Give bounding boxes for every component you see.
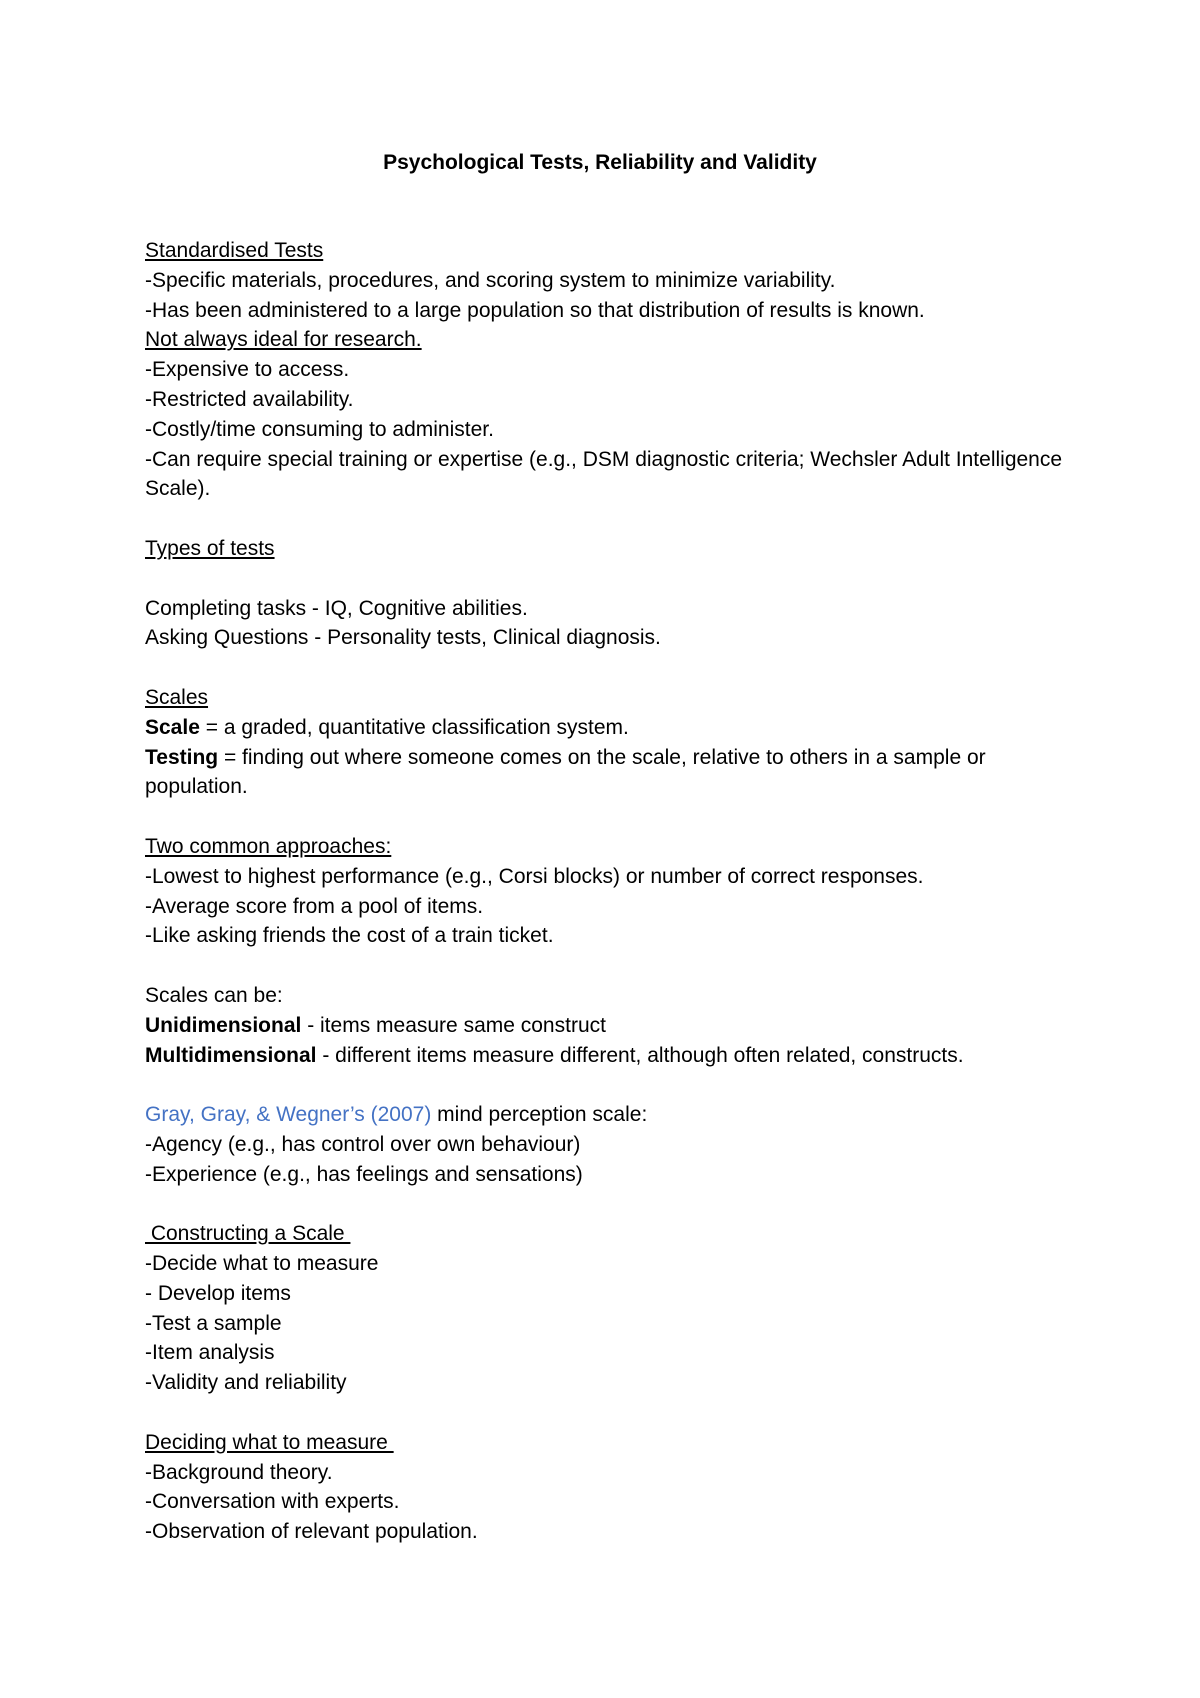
deciding-line: -Observation of relevant population. [145, 1520, 478, 1544]
approaches-line: -Lowest to highest performance (e.g., Corsi blocks) or number of correct responses. [145, 864, 924, 888]
standardised-subline: -Expensive to access. [145, 358, 350, 382]
constructing-heading-line [145, 1219, 1065, 1249]
scales-can-be-intro: Scales can be: [145, 983, 283, 1007]
testing-def-text: = finding out where someone comes on the scale, relative to others in a sample or population. [145, 745, 986, 799]
types-line: Completing tasks - IQ, Cognitive abilities. [145, 596, 528, 620]
deciding-heading-line [145, 1428, 1065, 1458]
standardised-line: -Has been administered to a large population so that distribution of results is known. [145, 298, 925, 322]
gray-item: -Agency (e.g., has control over own behaviour) [145, 1132, 581, 1156]
gray-citation-link[interactable]: Gray, Gray, & Wegner’s (2007) [145, 1103, 432, 1127]
constructing-step: -Test a sample [145, 1311, 282, 1335]
approaches-heading: Two common approaches: [145, 834, 392, 858]
constructing-heading: Constructing a Scale [145, 1222, 351, 1246]
gray-rest: mind perception scale: [431, 1103, 648, 1127]
gray-line [145, 1100, 1065, 1130]
constructing-step: -Decide what to measure [145, 1252, 379, 1276]
multidimensional-term: Multidimensional [145, 1043, 317, 1067]
testing-definition [145, 743, 1065, 803]
document-title: Psychological Tests, Reliability and Validity [383, 151, 817, 174]
gray-item: -Experience (e.g., has feelings and sensations) [145, 1162, 583, 1186]
multidimensional-line [145, 1041, 1065, 1071]
constructing-step: - Develop items [145, 1281, 291, 1305]
deciding-heading: Deciding what to measure [145, 1430, 394, 1454]
scales-heading: Scales [145, 685, 209, 709]
approaches-heading-line [145, 832, 1065, 862]
standardised-subline: -Costly/time consuming to administer. [145, 417, 494, 441]
unidimensional-line [145, 1011, 1065, 1041]
standardised-heading: Standardised Tests [145, 239, 324, 262]
unidimensional-def: - items measure same construct [301, 1013, 606, 1037]
approaches-line: -Average score from a pool of items. [145, 894, 484, 918]
scale-def-text: = a graded, quantitative classification system. [199, 715, 629, 739]
constructing-step: -Validity and reliability [145, 1371, 347, 1395]
scale-definition [145, 713, 1065, 743]
types-line: Asking Questions - Personality tests, Clinical diagnosis. [145, 626, 661, 650]
approaches-line: -Like asking friends the cost of a train ticket. [145, 924, 554, 948]
types-heading: Types of tests [145, 536, 275, 560]
multidimensional-def: - different items measure different, although often related, constructs. [316, 1043, 964, 1067]
testing-term: Testing [145, 745, 219, 769]
constructing-step: -Item analysis [145, 1341, 275, 1365]
unidimensional-term: Unidimensional [145, 1013, 302, 1037]
scale-term: Scale [145, 715, 200, 739]
document-body [145, 236, 1065, 1547]
standardised-subheading: Not always ideal for research. [145, 328, 422, 352]
standardised-subline: -Restricted availability. [145, 387, 354, 411]
standardised-subline: -Can require special training or expertise (e.g., DSM diagnostic criteria; Wechsler Adult Intelligence Scale). [145, 447, 1063, 501]
standardised-line: -Specific materials, procedures, and scoring system to minimize variability. [145, 268, 836, 292]
deciding-line: -Conversation with experts. [145, 1490, 400, 1514]
deciding-line: -Background theory. [145, 1460, 333, 1484]
